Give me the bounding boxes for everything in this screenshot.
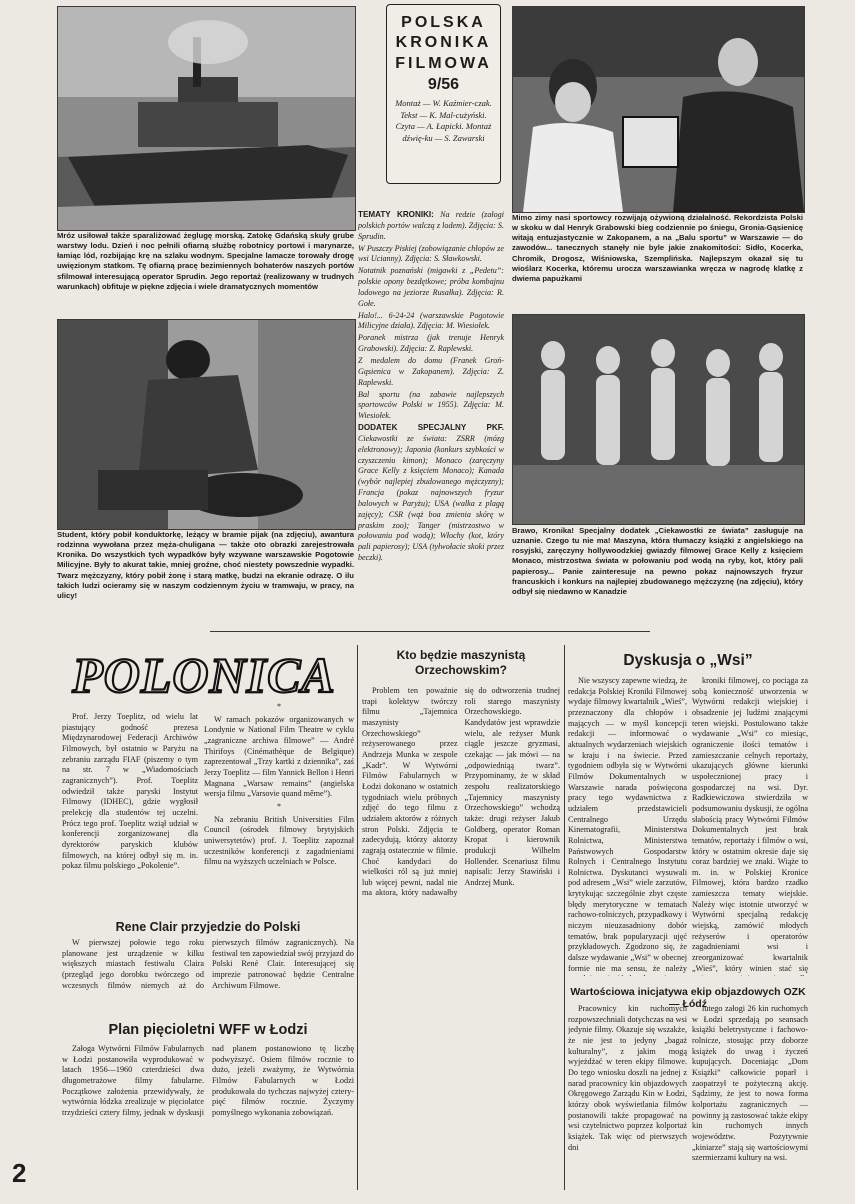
masthead-line-1: POLSKA bbox=[401, 14, 486, 31]
machinist-article bbox=[362, 686, 560, 1188]
separator-star: * bbox=[276, 801, 282, 811]
topic-text: Poranek mistrza (jak trenuje Henryk Grabowski). Zdjęcia: Z. Raplewski. bbox=[358, 333, 504, 354]
separator-star: * bbox=[276, 702, 282, 711]
masthead-line-3: FILMOWA bbox=[395, 54, 492, 72]
wff-plan-text: Załoga Wytwórni Filmów Fabularnych w Łodzi postanowiła wyprodukować w latach 1956—1960 czterdzieści dwa długometrażowe filmy fabularne. Początkowe założenia przewidywały, że wytwórnia łódzka zrealizuje w pięciolatce trzydzieści cztery filmy, jednak w dyskusji nad planem postanowiono tę liczbę podwyższyć. Osiem filmów rocznie to dużo, jeżeli zważymy, że Wytwórnia Filmów Fabularnych w Łodzi produkowała do tychczas najwyżej cztery-pięć filmów rocznie. Życzymy pomyślnego wykonania zobowiązań. bbox=[62, 1044, 354, 1117]
village-discussion-text: Nie wszyscy zapewne wiedzą, że redakcja Polskiej Kroniki Filmowej wydaje filmowy kwartalnik „Wieś”, przeznaczony dla chłopów i mających — w myśl koncepcji redakcji — informować o aktualnych wydarzeniach wiejskich w kraju i na świecie. Przed tygodniem odbyła się w Wytwórni Filmów Dokumentalnych w Warszawie narada poświęcona pracy tego wydawnictwa z udziałem przedstawicieli Centralnego Urzędu Kinematografii, Ministerstwa Rolnictwa, Ministerstwa Państwowych Gospodarstw Rolnych i Centralnego Instytutu Rolnictwa. Dyskutanci wysuwali pod adresem „Wsi” wiele zarzutów, krytykując szczególnie zbyt częste błędy merytoryczne w tematach rachowo-rolniczych, przypadkowy i niczym nieuzasadniony dobór tematów, brak popularyzacji ujęć przykładowych. Zgodzono się, że dalsze wydawanie „Wsi” w obecnej formie nie ma sensu, że należy bbox=[568, 676, 687, 973]
masthead-title bbox=[387, 13, 500, 74]
topics-heading: TEMATY KRONIKI: bbox=[358, 210, 434, 219]
village-discussion-text: kroniki filmowej, co pociąga za sobą konieczność utworzenia w Wytwórni redakcji wiejskiej i obsadzenie jej ludźmi znającymi teren wiejski. Postulowano także wydawanie „Wsi” co miesiąc, ograniczenie ilości tematów i zamieszczanie celnych reportaży, ukazujących główne kierunki uspołecznionej pracy i gospodarczej na wsi. Dyr. Radkiewiczowa stwierdziła w podsumowaniu dyskusji, że ogólna słabością pracy Wytwórni Filmów Dokumentalnych jest brak tematów, reportaży i filmów o wsi, który w ostatnim okresie daje się coraz bardziej we znaki. Wiąże to m. in. w Polskiej Kronice Filmowej, która bardzo rzadko zamieszcza tematy wiejskie. Należy więc istotnie utworzyć w Wytwórni specjalną redakcję wiejską, zamówić młodych reżyserów i operatorów zagadnieniami wsi i zreorganizować kwartalnik „Wieś”, który winien stać się bbox=[692, 676, 808, 973]
ozk-text: Pracownicy kin ruchomych rozpowszechniali dotychczas na wsi jedynie filmy. Okazuje się wszakże, że nie jest to jedyny „bagaż kulturalny”, z jakim mogą wyjeżdżać w teren ekipy filmowe. Do tego wniosku doszli na jednej z narad pracownicy kin objazdowych Okręgowego Zarządu Kin w Łodzi, którzy obok wyświetlania filmów postanowili także propagować na wsi czytelnictwo poprzez kolportaż książek. Tak więc od pierwszych dni bbox=[568, 1004, 687, 1152]
topic-item bbox=[358, 356, 504, 389]
topic-item bbox=[358, 210, 504, 243]
photo-icebreaker-ship bbox=[57, 6, 356, 231]
topic-text: Bal sportu (na zabawie najlepszych sportowców Polski w 1955). Zdjęcia: M. Wiesiołek. bbox=[358, 389, 504, 421]
topic-text: Na redzie (załogi polskich portów walczą z lodem). Zdjęcia: S. Sprudin. bbox=[358, 210, 504, 241]
kronika-masthead bbox=[386, 4, 501, 184]
machinist-headline bbox=[362, 648, 560, 678]
polonica-logo bbox=[62, 646, 347, 702]
page-number: 2 bbox=[12, 1158, 27, 1188]
column-divider bbox=[357, 645, 358, 1190]
topic-item bbox=[358, 266, 504, 309]
polonica-logo-text: POLONICA bbox=[72, 647, 336, 702]
section-divider bbox=[210, 631, 650, 632]
caption-bodybuilders: Brawo, Kronika! Specjalny dodatek „Ciekawostki ze świata” zasługuje na uznanie. Czego tu nie ma! Maszyna, która tłumaczy książki z angielskiego na rosyjski, zaręczyny hollywoodzkiej gwiazdy filmowej Grace Kelly z księciem Monaco, mistrzostwa świata w połowaniu pod wodą na ryby, kot, który pali papierosy... Panie zainteresuje na pewno pokaz najnowszych fryzur francuskich i konkurs na najlepiej zbudowanego mężczyznę (na zdjęciu), który odbył się niedawno w Kanadzie bbox=[512, 526, 803, 596]
photo-award-ceremony bbox=[512, 6, 805, 213]
topic-text: Z medalem do domu (Franek Groń-Gąsienica w Zakopanem). Zdjęcia: Z. Raplewski. bbox=[358, 355, 504, 387]
rene-clair-headline: Rene Clair przyjedzie do Polski bbox=[115, 920, 301, 934]
topic-item bbox=[358, 423, 504, 564]
column-divider bbox=[564, 645, 565, 1190]
ozk-col-2 bbox=[692, 1004, 808, 1190]
special-heading: DODATEK SPECJALNY PKF. bbox=[358, 423, 504, 433]
issue-number: 9/56 bbox=[427, 76, 460, 94]
polonica-paragraph: Prof. Jerzy Toeplitz, od wielu lat piastujący godność prezesa Międzynarodowej Federacji Archiwów Filmowych, był ostatnio w Paryżu na zebraniu zarządu FIAF (piszemy o tym na str. 7 w „Wiadomościach zagranicznych”). Prof. Toeplitz odwiedził także paryski Instytut Filmowy (IDHEC), gdzie wygłosił prelekcję dla studentów tej uczelni. Prócz tego prof. Toeplitz wziął udział w konferencji zorganizowanej dla dyrektorów paryskich klubów filmowych, na której odbył się m. in. pokaz filmu polskiego „Pokolenie”. bbox=[62, 712, 198, 871]
masthead-line-2: KRONIKA bbox=[395, 34, 492, 52]
wff-plan-headline: Plan pięcioletni WFF w Łodzi bbox=[108, 1022, 308, 1038]
topic-text: Halo!... 6-24-24 (warszawskie Pogotowie Milicyjne działa). Zdjęcia: M. Wiesiołek. bbox=[358, 310, 504, 331]
topic-text: Notatnik poznański (migawki z „Pedetu”: polskie opony bezdętkowe; próba kombajnu lodowego na jeziorze Rusałka). Zdjęcia: R. Gołe. bbox=[358, 266, 504, 308]
kronika-topics bbox=[358, 210, 504, 610]
village-discussion-headline: Dyskusja o „Wsi” bbox=[623, 652, 753, 669]
polonica-col-2 bbox=[204, 700, 354, 912]
machinist-text: Problem ten poważnie trapi kolektyw twórczy filmu „Tajemnica maszynisty Orzechowskiego” reżyserowanego przez Andrzeja Munka w zespole „Kadr”. W Wytwórni Filmów Fabularnych w Łodzi dokonano w ostatnich tygodniach wielu próbnych zdjęć do tego filmu z udziałem aktorów z różnych stron Polski. Zdjęcia te zadecydują, którzy aktorzy zagrają ostatecznie w filmie. Choć kandydaci do wielkości ról są już mniej lub więcej pewni, nadal nie ma aktora, który nadawałby się do odtworzenia trudnej roli starego maszynisty Orzechowskiego. Kandydatów jest wprawdzie wielu, ale reżyser Munk ciągle jeszcze gryzmasi, czekając — jak mówi — na „odpowiedniąą twarz”. Przypominamy, że w skład zespołu realizatorskiego „Tajemnicy maszynisty Orzechowskiego” wchodzą także: drugi reżyser Jakub Goldberg, operator Roman Kropat i kierownik produkcji Wilhelm Hollender. Scenariusz filmu napisali: Jerzy Stawiński i Andrzej Munk. bbox=[362, 686, 560, 898]
topic-item bbox=[358, 390, 504, 423]
polonica-col-1 bbox=[62, 712, 198, 912]
machinist-headline-line-2: Orzechowskim? bbox=[414, 663, 508, 677]
topic-item bbox=[358, 311, 504, 333]
masthead-credits: Montaż — W. Kaźmier-czak. Tekst — K. Mal-cużyński. Czyta — A. Łapicki. Montaż dźwię-ku — S. Zawarski bbox=[395, 98, 492, 143]
machinist-headline-line-1: Kto będzie maszynistą bbox=[396, 648, 526, 662]
village-discussion-col-2 bbox=[692, 676, 808, 976]
topic-text: W Puszczy Piskiej (zobowiązanie chłopów ze wsi Ucianny). Zdjęcia: S. Sławkowski. bbox=[358, 243, 504, 264]
ozk-col-1 bbox=[568, 1004, 687, 1190]
rene-clair-text: W pierwszej połowie tego roku planowane jest urządzenie w kilku większych miastach festiwalu Claira (przegląd jego dorobku twórczego od wczesnych filmów niemych aż do pierwszych filmów zagranicznych). Na festiwal ten zapowiedział swój przyjazd do Polski René Clair. Interesującej się imprezie patronować będzie Centralne Archiwum Filmowe. bbox=[62, 938, 354, 990]
topic-item bbox=[358, 333, 504, 355]
wff-plan-article bbox=[62, 1044, 354, 1190]
polonica-paragraph: Na zebraniu British Universities Film Council (ośrodek filmowy brytyjskich uniwersytetów) prof. J. Toeplitz zapoznał uczestników konferencji z zagadnieniami filmu na wyższych uczelniach w Polsce. bbox=[204, 814, 354, 867]
ozk-text: lutego załogi 26 kin ruchomych w Łodzi sprzedają po seansach książki beletrystyczne i fachowo-rolnicze, stosując przy doborze książek do uwag i życzeń kupujących. Doceniając „Dom Książki” całkowicie poparł i zaopatrzył te pożyteczną akcję. Sądzimy, że jest to nowa forma kolportażu zagranicznych — powinny ją zastosować także ekipy kin ruchomych innych województw. Pozytywnie „kiniarze” stają się wartościowymi szermierzami kultury na wsi. bbox=[692, 1004, 808, 1163]
topic-text: Ciekawostki ze świata: ZSRR (mózg elektronowy); Japonia (konkurs szybkości w czyszczeniu kimon); Monaco (zaręczyny Grace Kelly z księciem Monaco); Kanada (wybór najlepiej zbudowanego mężczyzny); Francja (pokaz najnowszych fryzur balowych w Paryżu); USA (walka z plagą zajęcy); CSR (wąż boa zmienia skórę w praskim zoo); Tanger (mistrzostwo w połowaniu pod wodą); Włochy (kot, który pali papierosy); USA (tyłwołacie skoki przez beczki). bbox=[358, 433, 504, 563]
caption-award: Mimo zimy nasi sportowcy rozwijają ożywioną działalność. Rekordzista Polski w skoku w dal Henryk Grabowski bieg codziennie po śniegu, Gronia-Gąsienicę witają entuzjastycznie w Zakopanem, a na „Balu sportu” w Warszawie — do zawodów... tanecznych stanęły nie byle jakie znakomitości: Sidło, Kocerka, Chromik, Drogosz, Wiśniowska, Szemplińska. Najlepszym okazał się tu wioślarz Kocerka, któremu urocza warszawianka wręcza w nagrodę klatkę z dwiema papużkami bbox=[512, 213, 803, 283]
ozk-headline: Wartościowa inicjatywa ekip objazdowych OZK — Łódź bbox=[570, 986, 806, 1010]
polonica-paragraph: W ramach pokazów organizowanych w Londynie w National Film Theatre w cyklu „zagraniczne archiwa filmowe” — André Thirifoys (Cinémathèque de Belgique) zaprezentował „Trzy kartki z dziennika”, zaś Jerzy Toeplitz — film Yannick Bellon i Henri Magnana „Warsaw remains” (angielska wersja filmu „Varsovie quand même”). bbox=[204, 714, 354, 799]
caption-police: Student, który pobił konduktorkę, leżący w bramie pijak (na zdjęciu), awantura rodzinna wywołana przez męża-chuligana — także oto obrazki zarejestrowała Kronika. Do wszystkich tych wypadków były wzywane warszawskie Pogotowie Milicyjne. Były to akurat takie, mniej groźne, choć niestety powszednie wypadki. Twarz mężczyzny, który pobił żonę i starą matkę, budzi na ekranie odrazę. O ilu takich ludzi ocieramy się w naszym codziennym życiu w tramwaju, w pracy, na ulicy! bbox=[57, 530, 354, 600]
photo-police-emergency bbox=[57, 319, 356, 530]
topic-item bbox=[358, 244, 504, 266]
rene-clair-article bbox=[62, 938, 354, 1016]
caption-icebreaker: Mróz usiłował także sparaliżować żeglugę morską. Zatokę Gdańską skuły grube warstwy lodu. Dzień i noc pełnili ofiarną służbę robotnicy portowi i marynarze, łamiąc lód, rozbijając krę na szlaku wodnym. Specjalne lamacze torowały drogę uwięzionym statkom. Tę ofiarną pracę bezimiennych bohaterów naszych portów sfilmował interesującą operator Sprudin. Jego reportaż (realizowany w trudnych warunkach) obfituje w piękne zdjęcia i wiele dramatycznych momentów bbox=[57, 231, 354, 291]
village-discussion-col-1 bbox=[568, 676, 687, 976]
photo-bodybuilders bbox=[512, 314, 805, 525]
